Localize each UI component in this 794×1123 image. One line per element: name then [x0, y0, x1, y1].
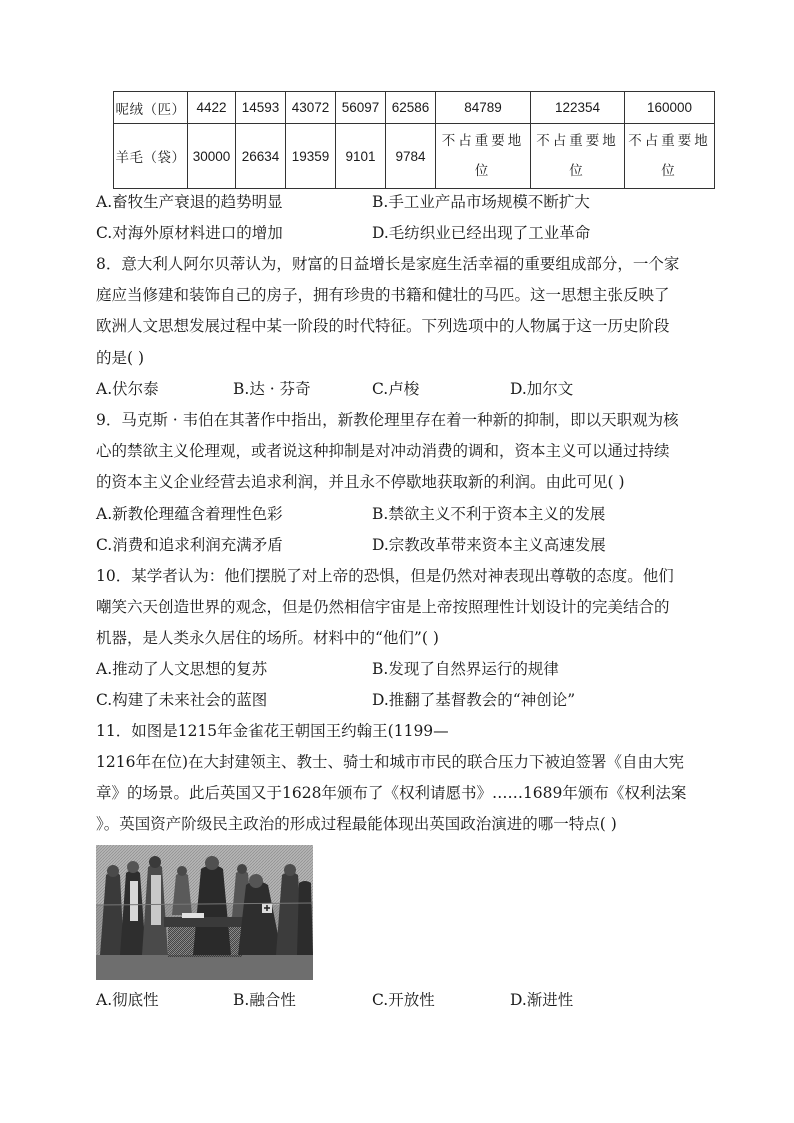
table-cell: 不占重要地位: [436, 124, 531, 189]
table-cell: 160000: [625, 92, 715, 124]
q11-option-d: D.渐进性: [510, 991, 574, 1009]
table-cell: 9101: [336, 124, 386, 189]
q10-option-a: A.推动了人文思想的复苏: [96, 660, 268, 678]
q10-text: 嘲笑六天创造世界的观念，但是仍然相信宇宙是上帝按照理性计划设计的完美结合的: [96, 598, 670, 616]
q10-text: 10．某学者认为：他们摆脱了对上帝的恐惧，但是仍然对神表现出尊敬的态度。他们: [96, 567, 674, 585]
q10-option-c: C.构建了未来社会的蓝图: [96, 691, 268, 709]
table-row: [114, 92, 715, 124]
q8-option-c: C.卢梭: [372, 380, 420, 398]
q9-option-a: A.新教伦理蕴含着理性色彩: [96, 505, 283, 523]
q8-text: 庭应当修建和装饰自己的房子，拥有珍贵的书籍和健壮的马匹。这一思想主张反映了: [96, 286, 670, 304]
row-label: 呢绒（匹）: [114, 92, 188, 124]
q11-text: 11．如图是1215年金雀花王朝国王约翰王(1199—: [96, 722, 449, 740]
table-row: [114, 124, 715, 189]
q9-text: 心的禁欲主义伦理观，或者说这种抑制是对冲动消费的调和，资本主义可以通过持续: [96, 442, 670, 460]
q8-option-a: A.伏尔泰: [96, 380, 159, 398]
q8-option-d: D.加尔文: [510, 380, 574, 398]
q11-option-a: A.彻底性: [96, 991, 159, 1009]
table-cell: 43072: [286, 92, 336, 124]
table-cell: 19359: [286, 124, 336, 189]
q9-option-c: C.消费和追求利润充满矛盾: [96, 536, 283, 554]
q9-option-d: D.宗教改革带来资本主义高速发展: [372, 536, 606, 554]
table-cell: 26634: [236, 124, 286, 189]
engraving-illustration: [96, 845, 313, 980]
q11-text: 1216年在位)在大封建领主、教士、骑士和城市市民的联合压力下被迫签署《自由大宪: [96, 753, 684, 771]
q7-option-b: B.手工业产品市场规模不断扩大: [372, 193, 590, 211]
table-cell: 14593: [236, 92, 286, 124]
q10-option-b: B.发现了自然界运行的规律: [372, 660, 559, 678]
table-cell: 56097: [336, 92, 386, 124]
q11-text: 》。英国资产阶级民主政治的形成过程最能体现出英国政治演进的哪一特点( ): [96, 815, 617, 833]
q11-option-c: C.开放性: [372, 991, 435, 1009]
table-cell: 不占重要地位: [531, 124, 625, 189]
q8-text: 欧洲人文思想发展过程中某一阶段的时代特征。下列选项中的人物属于这一历史阶段: [96, 317, 670, 335]
q9-text: 的资本主义企业经营去追求利润，并且永不停歇地获取新的利润。由此可见( ): [96, 473, 625, 491]
table-cell: 9784: [386, 124, 436, 189]
q10-option-d: D.推翻了基督教会的“神创论”: [372, 691, 576, 709]
q8-text: 的是( ): [96, 349, 145, 367]
row-label: 羊毛（袋）: [114, 124, 188, 189]
q8-option-b: B.达 · 芬奇: [233, 380, 311, 398]
q9-text: 9．马克斯 · 韦伯在其著作中指出，新教伦理里存在着一种新的抑制，即以天职观为核: [96, 411, 679, 429]
q7-option-c: C.对海外原材料进口的增加: [96, 224, 283, 242]
q7-option-a: A.畜牧生产衰退的趋势明显: [96, 193, 283, 211]
q11-option-b: B.融合性: [233, 991, 296, 1009]
table-cell: 84789: [436, 92, 531, 124]
table-cell: 62586: [386, 92, 436, 124]
q8-text: 8．意大利人阿尔贝蒂认为，财富的日益增长是家庭生活幸福的重要组成部分，一个家: [96, 255, 680, 273]
table-cell: 30000: [188, 124, 236, 189]
magna-carta-engraving: [96, 845, 313, 980]
table-cell: 不占重要地位: [625, 124, 715, 189]
table-cell: 4422: [188, 92, 236, 124]
q11-text: 章》的场景。此后英国又于1628年颁布了《权利请愿书》……1689年颁布《权利法案: [96, 784, 687, 802]
q9-option-b: B.禁欲主义不利于资本主义的发展: [372, 505, 606, 523]
table-cell: 122354: [531, 92, 625, 124]
q7-option-d: D.毛纺织业已经出现了工业革命: [372, 224, 591, 242]
wool-trade-table: [113, 91, 715, 189]
q10-text: 机器，是人类永久居住的场所。材料中的“他们”( ): [96, 629, 439, 647]
